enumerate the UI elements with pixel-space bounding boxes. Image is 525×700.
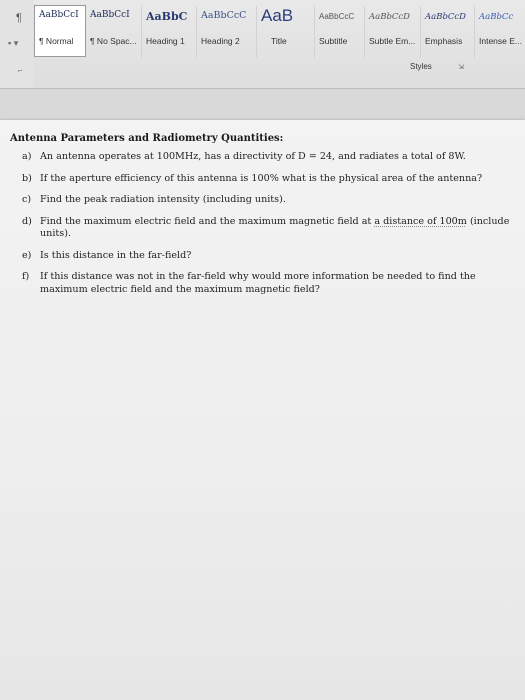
spellcheck-underlined-text[interactable]: a distance of 100m bbox=[374, 215, 467, 227]
question-text: An antenna operates at 100MHz, has a directivity of D = 24, and radiates a total of 8W. bbox=[40, 151, 466, 162]
style-name: Heading 1 bbox=[146, 36, 185, 46]
style-name: Title bbox=[271, 36, 287, 46]
question-item bbox=[10, 216, 522, 241]
style-preview: AaBbC bbox=[146, 10, 188, 23]
style-preview: AaBbCcI bbox=[90, 10, 130, 20]
style-heading-2[interactable] bbox=[197, 6, 257, 58]
style-title[interactable] bbox=[257, 6, 315, 58]
question-text: Is this distance in the far-field? bbox=[40, 249, 192, 261]
ribbon bbox=[0, 0, 525, 89]
style-subtitle[interactable] bbox=[315, 6, 365, 58]
style-subtle-emphasis[interactable] bbox=[365, 6, 421, 58]
question-item bbox=[10, 271, 522, 296]
style-name: Subtitle bbox=[319, 36, 348, 46]
question-letter: e) bbox=[22, 249, 32, 261]
style-name: ¶ No Spac... bbox=[90, 36, 137, 46]
question-text: If the aperture efficiency of this antenna is 100% what is the physical area of the antenna? bbox=[40, 172, 483, 184]
question-text: Find the maximum electric field and the maximum magnetic field at bbox=[40, 215, 375, 227]
style-preview: AaBbCcD bbox=[425, 12, 466, 22]
question-letter: f) bbox=[22, 271, 30, 282]
style-name: Subtle Em... bbox=[369, 36, 416, 46]
style-intense-emphasis[interactable] bbox=[475, 6, 525, 58]
bullet-list-icon[interactable]: ▪ ▾ bbox=[8, 38, 19, 48]
style-normal[interactable] bbox=[34, 5, 86, 57]
document-body[interactable] bbox=[10, 133, 522, 305]
style-name: ¶ Normal bbox=[39, 36, 74, 46]
question-item bbox=[10, 151, 522, 164]
style-preview: AaBbCcI bbox=[39, 10, 79, 20]
question-letter: d) bbox=[22, 215, 32, 227]
style-name: Emphasis bbox=[425, 36, 463, 46]
style-name: Heading 2 bbox=[201, 36, 240, 46]
question-item bbox=[10, 173, 522, 186]
question-text: Find the peak radiation intensity (including units). bbox=[40, 194, 286, 205]
ribbon-left-strip bbox=[0, 0, 34, 88]
show-formatting-icon[interactable]: ¶ bbox=[16, 12, 22, 24]
question-letter: c) bbox=[22, 194, 32, 205]
style-preview: AaBbCcD bbox=[369, 12, 410, 22]
question-item bbox=[10, 194, 522, 207]
style-name: Intense E... bbox=[479, 36, 522, 46]
style-preview: AaB bbox=[261, 6, 294, 25]
style-preview: AaBbCc bbox=[479, 12, 514, 22]
section-heading: Antenna Parameters and Radiometry Quantities: bbox=[10, 133, 284, 144]
tab-selector-icon[interactable]: ⌐ bbox=[18, 66, 23, 75]
styles-group-label: Styles bbox=[410, 62, 432, 71]
question-item bbox=[10, 250, 522, 263]
question-text: (include units). bbox=[40, 215, 510, 239]
style-emphasis[interactable] bbox=[421, 6, 475, 58]
question-text: If this distance was not in the far-field why would more information be needed to find the maximum electric field and the maximum magnetic field? bbox=[40, 271, 476, 295]
style-no-spacing[interactable] bbox=[86, 6, 142, 58]
question-letter: b) bbox=[22, 172, 32, 184]
style-heading-1[interactable] bbox=[142, 6, 197, 58]
style-preview: AaBbCcC bbox=[319, 12, 355, 21]
question-letter: a) bbox=[22, 151, 32, 162]
styles-dialog-launcher-icon[interactable]: ⇲ bbox=[458, 64, 464, 71]
style-preview: AaBbCcC bbox=[201, 10, 247, 21]
styles-gallery bbox=[34, 6, 525, 58]
